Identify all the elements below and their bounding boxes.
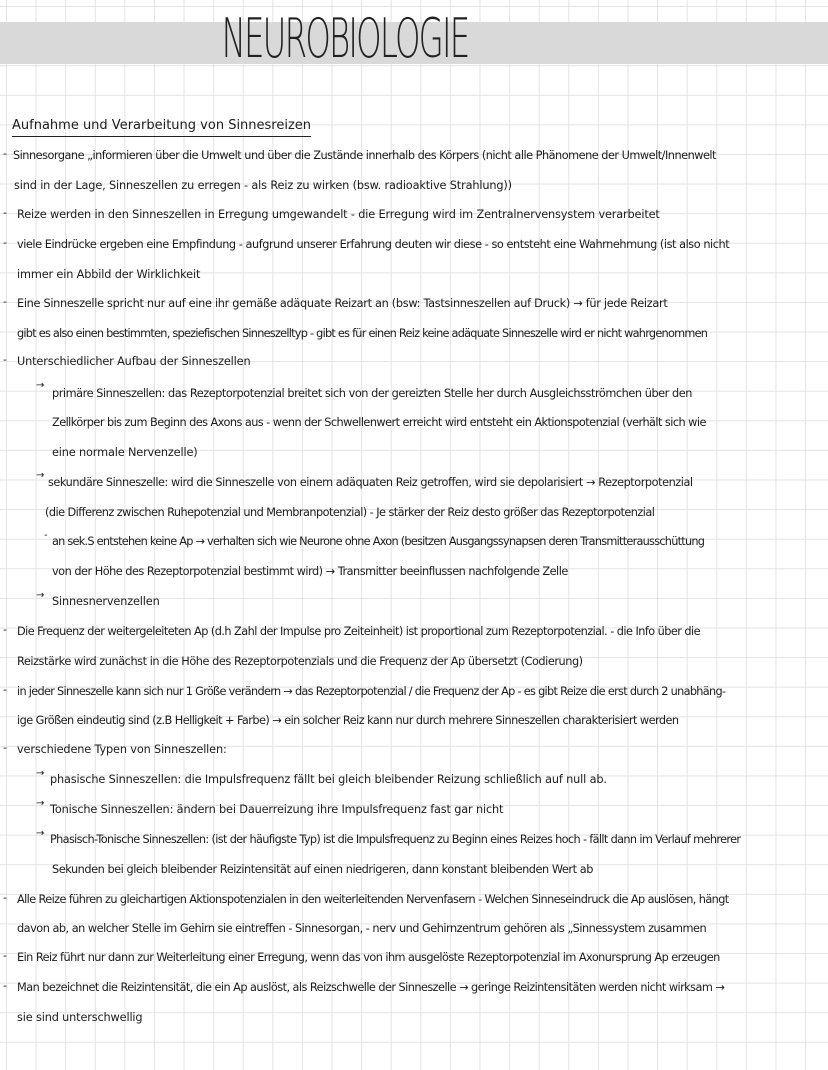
dash-bullet: -: [3, 891, 7, 904]
note-line: Zellkörper bis zum Beginn des Axons aus - wenn der Schwellenwert erreicht wird entsteht ein Aktionspotenzial (verhält sich wie: [52, 416, 706, 429]
note-line: viele Eindrücke ergeben eine Empfindung - aufgrund unserer Erfahrung deuten wir diese - so entsteht eine Wahrnehmung (ist also nicht: [17, 238, 730, 251]
note-line: in jeder Sinneszelle kann sich nur 1 Größe verändern → das Rezeptorpotenzial / die Frequenz der Ap - es gibt Reize die erst durch 2 unabhäng-: [17, 685, 726, 698]
note-line: Sinnesorgane „informieren über die Umwelt und über die Zustände innerhalb des Körpers (nicht alle Phänomene der Umwelt/Innenwelt: [13, 149, 716, 162]
note-line: sie sind unterschwellig: [17, 1011, 143, 1024]
note-line: eine normale Nervenzelle): [52, 446, 198, 459]
note-line: primäre Sinneszellen: das Rezeptorpotenzial breitet sich von der gereizten Stelle her durch Ausgleichsströmchen über den: [52, 387, 692, 400]
arrow-bullet-icon: →: [36, 470, 45, 481]
note-line: verschiedene Typen von Sinneszellen:: [17, 743, 227, 756]
note-line: Unterschiedlicher Aufbau der Sinneszellen: [17, 355, 251, 368]
note-line: an sek.S entstehen keine Ap → verhalten sich wie Neurone ohne Axon (besitzen Ausgangssynapsen deren Transmitterausschüttung: [52, 535, 705, 548]
note-line: Alle Reize führen zu gleichartigen Aktionspotenzialen in den weiterleitenden Nervenfasern - Welchen Sinneseindruck die Ap auslösen, hängt: [17, 893, 729, 906]
note-line: Sinnesnervenzellen: [52, 595, 160, 608]
note-line: Sekunden bei gleich bleibender Reizintensität auf einen niedrigeren, dann konstant bleibenden Wert ab: [52, 863, 593, 876]
dash-bullet: -: [44, 530, 48, 541]
note-line: Phasisch-Tonische Sinneszellen: (ist der häufigste Typ) ist die Impulsfrequenz zu Beginn eines Reizes hoch - fällt dann im Verlauf mehrerer: [50, 833, 741, 846]
note-line: Tonische Sinneszellen: ändern bei Dauerreizung ihre Impulsfrequenz fast gar nicht: [50, 803, 504, 816]
note-line: Die Frequenz der weitergeleiteten Ap (d.h Zahl der Impulse pro Zeiteinheit) ist proportional zum Rezeptorpotenzial. - die Info über die: [17, 625, 701, 638]
note-line: Eine Sinneszelle spricht nur auf eine ihr gemäße adäquate Reizart an (bsw: Tastsinneszellen auf Druck) → für jede Reizart: [17, 297, 668, 310]
note-line: phasische Sinneszellen: die Impulsfrequenz fällt bei gleich bleibender Reizung schließlich auf null ab.: [50, 773, 607, 786]
note-line: ige Größen eindeutig sind (z.B Helligkeit + Farbe) → ein solcher Reiz kann nur durch mehrere Sinneszellen charakterisiert werden: [17, 714, 679, 727]
note-line: davon ab, an welcher Stelle im Gehirn sie eintreffen - Sinnesorgan, - nerv und Gehirnzentrum gehören als „Sinnessystem zusammen: [17, 922, 707, 935]
note-line: immer ein Abbild der Wirklichkeit: [17, 268, 201, 281]
arrow-bullet-icon: →: [36, 798, 45, 809]
dash-bullet: -: [3, 206, 7, 219]
note-line: sind in der Lage, Sinneszellen zu erregen - als Reiz zu wirken (bsw. radioaktive Strahlung)): [14, 179, 512, 192]
dash-bullet: -: [3, 949, 7, 962]
dash-bullet: -: [3, 979, 7, 992]
dash-bullet: -: [3, 683, 7, 696]
dash-bullet: -: [3, 147, 7, 160]
page-title: NEUROBIOLOGIE: [221, 7, 469, 70]
dash-bullet: -: [3, 623, 7, 636]
note-line: Reizstärke wird zunächst in die Höhe des Rezeptorpotenzials und die Frequenz der Ap übersetzt (Codierung): [17, 655, 583, 668]
dash-bullet: -: [3, 236, 7, 249]
note-line: Reize werden in den Sinneszellen in Erregung umgewandelt - die Erregung wird im Zentralnervensystem verarbeitet: [17, 208, 660, 221]
arrow-bullet-icon: →: [36, 590, 45, 601]
dash-bullet: -: [3, 741, 7, 754]
dash-bullet: -: [3, 295, 7, 308]
arrow-bullet-icon: →: [36, 828, 45, 839]
note-line: Ein Reiz führt nur dann zur Weiterleitung einer Erregung, wenn das von ihm ausgelöste Rezeptorpotenzial im Axonursprung Ap erzeugen: [17, 951, 720, 964]
dash-bullet: -: [3, 353, 7, 366]
section-heading: Aufnahme und Verarbeitung von Sinnesreizen: [12, 116, 311, 137]
note-line: gibt es also einen bestimmten, speziefischen Sinneszelltyp - gibt es für einen Reiz keine adäquate Sinneszelle wird er nicht wahrgenommen: [17, 327, 708, 340]
note-line: (die Differenz zwischen Ruhepotenzial und Membranpotenzial) - Je stärker der Reiz desto größer das Rezeptorpotenzial: [45, 506, 655, 519]
note-line: von der Höhe des Rezeptorpotenzial bestimmt wird) → Transmitter beeinflussen nachfolgende Zelle: [52, 565, 568, 578]
note-line: sekundäre Sinneszelle: wird die Sinneszelle von einem adäquaten Reiz getroffen, wird sie depolarisiert → Rezeptorpotenzial: [48, 476, 693, 489]
arrow-bullet-icon: →: [36, 768, 45, 779]
arrow-bullet-icon: →: [36, 380, 45, 391]
note-line: Man bezeichnet die Reizintensität, die ein Ap auslöst, als Reizschwelle der Sinneszelle → geringe Reizintensitäten werden nicht wirksam →: [17, 981, 725, 994]
